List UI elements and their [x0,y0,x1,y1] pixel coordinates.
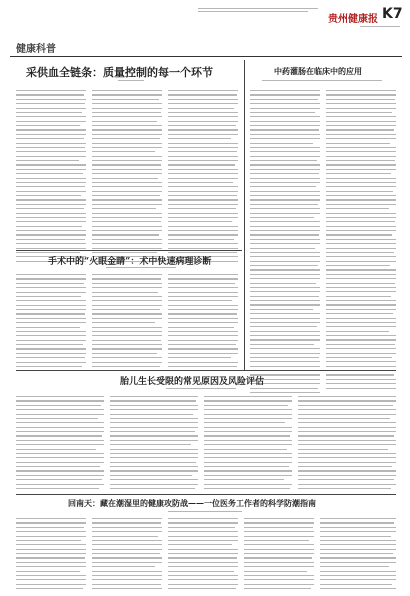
tcm-column-1 [250,90,320,396]
dampness-column-5 [320,518,396,592]
headline-fetal: 胎儿生长受限的常见原因及风险评估 [120,377,265,387]
paper-name: 贵州健康报 [328,14,378,25]
fetal-column-3 [204,396,292,492]
headline-blood: 采供血全链条：质量控制的每一个环节 [26,66,213,79]
divider-fetal-dampness [16,494,396,495]
section-title: 健康科普 [16,44,56,55]
fetal-column-2 [110,396,198,492]
tcm-column-2 [326,90,396,392]
surgery-column-2 [92,274,162,370]
dateline-placeholder [360,26,400,27]
blood-column-3 [168,90,238,265]
headline-tcm: 中药灌肠在临床中的应用 [274,66,362,76]
divider-surgery-fetal [16,370,396,371]
column-divider-vertical [244,60,245,370]
surgery-column-3 [168,274,238,370]
dampness-column-2 [92,518,162,592]
headline-surgery: 手术中的“火眼金睛”：术中快速病理诊断 [48,257,212,267]
blood-column-1 [16,90,86,265]
editor-info-placeholder [198,8,328,14]
byline-fetal [166,388,236,389]
byline-dampness [168,511,242,512]
dampness-column-3 [168,518,238,592]
byline-surgery [106,267,176,268]
divider-blood-surgery [16,250,242,251]
fetal-column-4 [298,396,396,492]
byline-tcm [262,80,382,81]
page-number: K7 [382,6,403,22]
dampness-column-1 [16,518,86,592]
headline-dampness: 回南天：藏在潮湿里的健康攻防战——一位医务工作者的科学防潮指南 [68,498,316,508]
fetal-column-1 [16,396,104,492]
byline-blood [118,80,144,81]
page-header [0,0,410,60]
blood-column-2 [92,90,162,265]
surgery-column-1 [16,274,86,370]
dampness-column-4 [244,518,314,592]
header-rule [10,56,402,57]
